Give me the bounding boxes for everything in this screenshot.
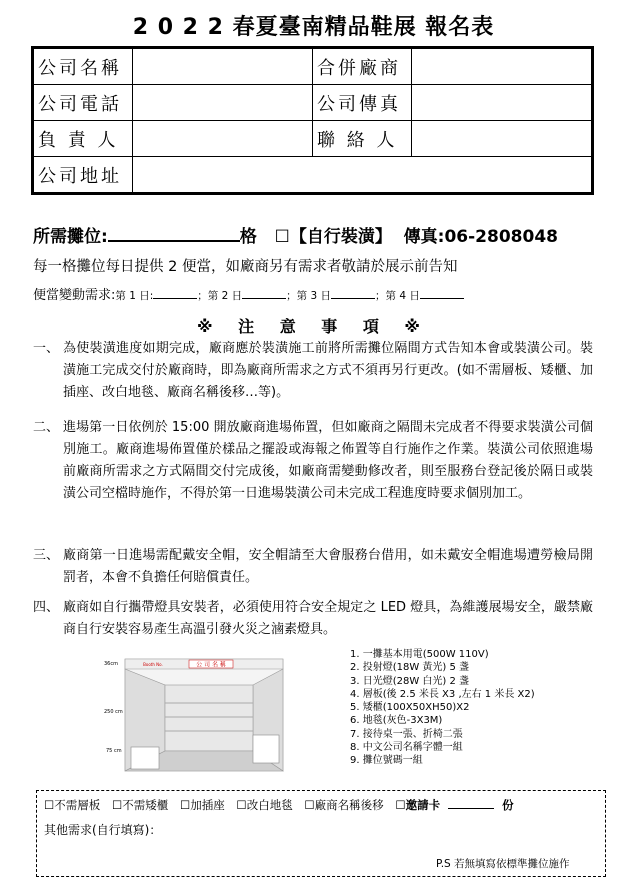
- company-phone-field[interactable]: [133, 85, 313, 121]
- registration-form: [31, 46, 594, 195]
- item-text: 進場第一日依例於 15:00 開放廠商進場佈置，但如廠商之隔間未完成者不得要求裝潢公司個別施工。廠商進場佈置僅於樣品之擺設或海報之佈置等自行施作之作業。裝潢公司依照進場前廠商所需求之方式隔間交付完成後，如廠商需變動修改者，則至服務台登記後於隔日或裝潢公司空檔時施作，不得於第一日進場裝潢公司未完成工程進度時要求個別加工。: [63, 420, 593, 501]
- item-text: 廠商如自行攜帶燈具安裝者，必須使用符合安全規定之 LED 燈具，為維護展場安全，嚴禁廠商自行安裝容易產生高溫引發火災之滷素燈具。: [63, 600, 593, 637]
- other-needs-label: 其他需求(自行填寫)：: [44, 823, 162, 837]
- owner-label: 負 責 人: [33, 121, 133, 157]
- notice-item: [33, 417, 593, 505]
- meal-change-label: 便當變動需求:: [33, 288, 116, 303]
- meal-change: [33, 284, 464, 303]
- meal-day4-label: ；第 4 日: [375, 290, 420, 302]
- company-name-label: 公司名稱: [33, 48, 133, 85]
- notice-title: ※ 注 意 事 項 ※: [197, 317, 430, 336]
- meal-day1-label: 第 1 日:: [115, 290, 154, 302]
- equipment-item: 3. 日光燈(28W 白光) 2 盞: [350, 675, 470, 687]
- company-fax-field[interactable]: [412, 85, 593, 121]
- option-no-cabinet[interactable]: ☐不需矮櫃: [111, 798, 169, 812]
- dim-mid: 250 cm: [104, 709, 123, 715]
- owner-field[interactable]: [133, 121, 313, 157]
- dim-top: 36cm: [104, 661, 118, 667]
- address-field[interactable]: [133, 157, 593, 194]
- company-fax-label: 公司傳真: [313, 85, 412, 121]
- equipment-item: 6. 地毯(灰色-3X3M): [350, 715, 443, 727]
- option-invite-card[interactable]: ☐邀請卡: [395, 798, 441, 812]
- meal-day2-field[interactable]: [242, 288, 286, 299]
- item-text: 為使裝潢進度如期完成，廠商應於裝潢施工前將所需攤位隔間方式告知本會或裝潢公司。裝潢施工完成交付於廠商時，即為廠商所需求之方式不須再另行更改。(如不需層板、矮櫃、加插座、改白地毯、廠商名稱後移…等)。: [63, 341, 593, 400]
- merged-vendor-label: 合併廠商: [313, 48, 412, 85]
- self-decor-checkbox[interactable]: ☐: [274, 227, 290, 247]
- equipment-item: 4. 層板(後 2.5 米長 X3 ,左右 1 米長 X2): [350, 688, 535, 700]
- dim-bot: 75 cm: [106, 748, 122, 754]
- invite-unit: 份: [502, 798, 514, 812]
- booth-sign: 公 司 名 稱: [196, 661, 226, 669]
- notice-item: [33, 545, 593, 589]
- equipment-item: 5. 矮櫃(100X50XH50)X2: [350, 702, 470, 714]
- options-row: [44, 797, 522, 813]
- form-row: [33, 48, 593, 85]
- company-name-field[interactable]: [133, 48, 313, 85]
- booth-line: [33, 222, 558, 247]
- notice-item: [33, 338, 593, 404]
- form-row: [33, 157, 593, 194]
- item-number: 一、: [33, 341, 60, 356]
- equipment-item: 1. 一攤基本用電(500W 110V): [350, 649, 489, 660]
- form-row: [33, 85, 593, 121]
- address-label: 公司地址: [33, 157, 133, 194]
- meal-day2-label: ；第 2 日: [197, 290, 243, 302]
- option-no-shelf[interactable]: ☐不需層板: [44, 798, 101, 812]
- form-row: [33, 121, 593, 157]
- contact-field[interactable]: [412, 121, 593, 157]
- page-title: 2 0 2 2 春夏臺南精品鞋展 報名表: [132, 15, 495, 40]
- item-number: 四、: [33, 600, 60, 615]
- option-add-socket[interactable]: ☐加插座: [179, 798, 225, 812]
- ps-note: P.S 若無填寫依標準攤位施作: [436, 858, 570, 870]
- equipment-item: 2. 投射燈(18W 黃光) 5 盞: [350, 662, 470, 674]
- equipment-item: 9. 攤位號碼一組: [350, 755, 423, 767]
- company-phone-label: 公司電話: [33, 85, 133, 121]
- item-number: 三、: [33, 548, 60, 563]
- meal-day4-field[interactable]: [420, 288, 464, 299]
- booth-unit: 格: [239, 227, 257, 247]
- self-decor-label: 【自行裝潢】: [289, 227, 392, 247]
- option-white-carpet[interactable]: ☐改白地毯: [236, 798, 293, 812]
- meal-day3-label: ；第 3 日: [286, 290, 332, 302]
- booth-count-label: 所需攤位:: [33, 227, 108, 247]
- notice-item: [33, 597, 593, 641]
- merged-vendor-field[interactable]: [412, 48, 593, 85]
- meal-day1-field[interactable]: [153, 288, 197, 299]
- booth-illustration: [103, 655, 293, 773]
- fax-number: 傳真:06-2808048: [403, 227, 558, 247]
- booth-count-field[interactable]: [108, 226, 240, 242]
- option-move-name[interactable]: ☐廠商名稱後移: [304, 798, 384, 812]
- equipment-item: 8. 中文公司名稱字體一組: [350, 742, 463, 754]
- equipment-list: [350, 648, 535, 768]
- invite-count-field[interactable]: [448, 798, 494, 809]
- contact-label: 聯 絡 人: [313, 121, 412, 157]
- meal-note: 每一格攤位每日提供 2 便當，如廠商另有需求者敬請於展示前告知: [33, 259, 458, 275]
- meal-day3-field[interactable]: [331, 288, 375, 299]
- item-text: 廠商第一日進場需配戴安全帽，安全帽請至大會服務台借用，如未戴安全帽進場遭勞檢局開罰者，本會不負擔任何賠償責任。: [63, 548, 593, 585]
- equipment-item: 7. 接待桌一張、折椅二張: [350, 728, 463, 740]
- booth-number-sign: Booth No.: [143, 662, 163, 667]
- item-number: 二、: [33, 420, 60, 435]
